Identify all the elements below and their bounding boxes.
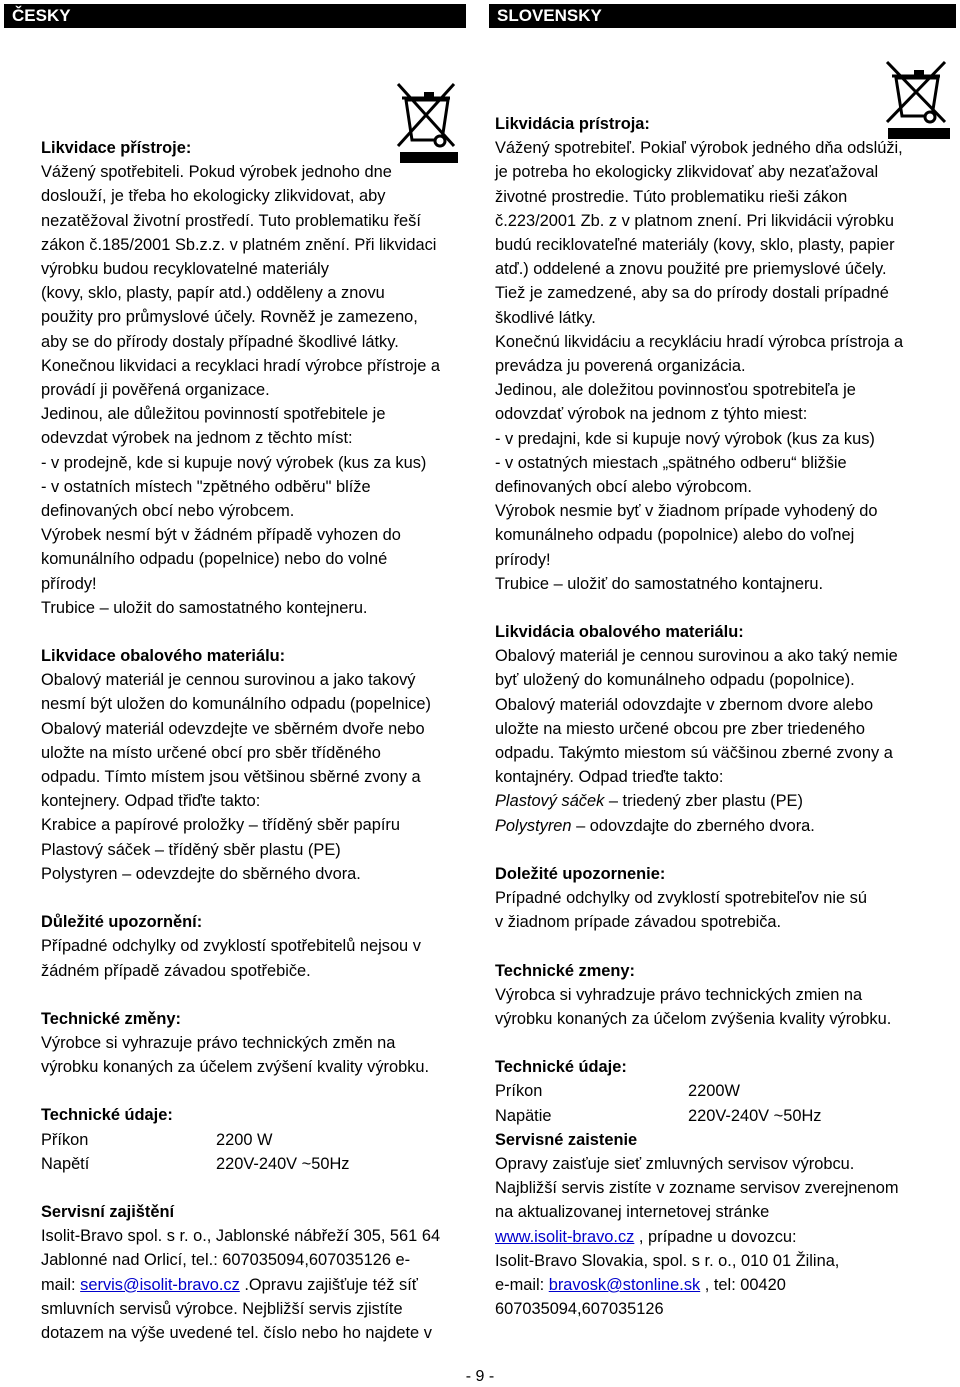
text-line: dotazem na výše uvedené tel. číslo nebo ho najdete v: [41, 1323, 432, 1342]
text-line: Obalový materiál odevzdejte ve sběrném dvoře nebo: [41, 719, 425, 738]
text-line: Isolit-Bravo Slovakia, spol. s r. o., 010 01 Žilina,: [495, 1251, 840, 1270]
spec-row: [495, 1104, 940, 1128]
text-line: [41, 1273, 471, 1297]
text-line: [495, 789, 940, 813]
text-line: Konečnú likvidáciu a recykláciu hradí výrobca prístroja a: [495, 332, 904, 351]
text-line: odpadu. Takýmto miestom sú väčšinou zberné zvony a: [495, 744, 893, 763]
sk-disposal-heading: Likvidácia prístroja:: [495, 115, 650, 133]
text-line: přírody!: [41, 574, 97, 593]
text-line: odovzdať výrobok na jednom z týhto miest:: [495, 405, 808, 424]
text-line: budú reciklovateľné materiály (kovy, sklo, plasty, papier: [495, 236, 895, 255]
text-line: - v ostatných miestach „spätného odberu“ bližšie: [495, 453, 847, 472]
text-line: Trubice – uložiť do samostatného kontajneru.: [495, 574, 824, 593]
sk-notice-heading: Doležité upozornenie:: [495, 864, 666, 883]
text-line: Najbližší servis zistíte v zozname servisov zverejnenom: [495, 1179, 899, 1198]
text-line: Vážený spotrebiteľ. Pokiaľ výrobok jedného dňa odslúži,: [495, 139, 903, 158]
text-line: - v ostatních místech "zpětného odběru" blíže: [41, 477, 371, 496]
service-website-link[interactable]: www.isolit-bravo.cz: [495, 1227, 635, 1246]
text-line: [495, 814, 940, 838]
importer-email-link[interactable]: bravosk@stonline.sk: [548, 1275, 701, 1294]
text-line: Obalový materiál je cennou surovinou a ako taký nemie: [495, 647, 898, 666]
text-line: Výrobce si vyhrazuje právo technických změn na: [41, 1033, 396, 1052]
text-line: je potreba ho ekologicky zlikvidovať aby nezaťažoval: [495, 163, 879, 182]
text-line: Vážený spotřebiteli. Pokud výrobek jednoho dne: [41, 163, 392, 182]
text-line: odpadu. Tímto místem jsou většinou sběrné zvony a: [41, 768, 421, 787]
text-line: aby se do přírody dostaly případné škodlivé látky.: [41, 332, 399, 351]
text-line: [495, 1225, 940, 1249]
sk-specs-heading: Technické údaje:: [495, 1058, 627, 1077]
text-line: prevádza ju poverená organizácia.: [495, 357, 746, 376]
text-line: škodlivé látky.: [495, 308, 596, 327]
cz-service-heading: Servisní zajištění: [41, 1202, 175, 1221]
text-line: komunálneho odpadu (popolnice) alebo do voľnej: [495, 526, 855, 545]
text-line: v žiadnom prípade závadou spotrebiča.: [495, 913, 782, 932]
text-line: Jablonné nad Orlicí, tel.: 607035094,607035126 e-: [41, 1251, 411, 1270]
text-line: výrobku budou recyklovatelné materiály: [41, 260, 329, 279]
sk-changes-heading: Technické zmeny:: [495, 961, 635, 980]
term-rest: – odovzdajte do zberného dvora.: [571, 816, 815, 835]
cz-changes-heading: Technické změny:: [41, 1009, 181, 1028]
text-line: Plastový sáček – tříděný sběr plastu (PE): [41, 840, 341, 859]
spec-value: 2200 W: [216, 1130, 273, 1149]
text-line: Výrobek nesmí být v žádném případě vyhozen do: [41, 526, 401, 545]
page-number: - 9 -: [465, 1368, 495, 1385]
spec-row: [41, 1128, 471, 1152]
text-line: Obalový materiál odovzdajte v zbernom dvore alebo: [495, 695, 874, 714]
service-email-link[interactable]: servis@isolit-bravo.cz: [80, 1275, 240, 1294]
text-line: odevzdat výrobek na jednom z těchto míst:: [41, 429, 353, 448]
text-line: doslouží, je třeba ho ekologicky zlikvidovat, aby: [41, 187, 386, 206]
text-line: definovaných obcí alebo výrobcom.: [495, 478, 752, 497]
text-line: Opravy zaisťuje sieť zmluvných servisov výrobcu.: [495, 1154, 855, 1173]
spec-row: [41, 1152, 471, 1176]
text-line: definovaných obcí nebo výrobcem.: [41, 502, 295, 521]
text-line: (kovy, sklo, plasty, papír atd.) odděleny a znovu: [41, 284, 385, 303]
text-line: Výrobca si vyhradzuje právo technických zmien na: [495, 985, 863, 1004]
lang-label-czech: ČESKY: [12, 6, 71, 25]
spec-label: Príkon: [495, 1082, 543, 1101]
cz-specs-heading: Technické údaje:: [41, 1106, 173, 1125]
sk-service-heading: Servisné zaistenie: [495, 1130, 638, 1149]
sk-disposal-text: [495, 136, 940, 596]
spec-value: 2200W: [688, 1082, 740, 1101]
text-line: uložte na místo určené obcí pro sběr tříděného: [41, 743, 381, 762]
sk-packaging-text: [495, 644, 940, 838]
text-line: uložte na miesto určené obcou pre zber triedeného: [495, 719, 865, 738]
text-line: výrobku konaných za účelom zvýšenia kvality výrobku.: [495, 1009, 892, 1028]
text-line: kontajnéry. Odpad trieďte takto:: [495, 768, 724, 787]
text-line: žádném případě závadou spotřebiče.: [41, 961, 311, 980]
text-line: Případné odchylky od zvyklostí spotřebitelů nejsou v: [41, 937, 421, 956]
text-line: Jedinou, ale doležitou povinnosťou spotrebiteľa je: [495, 381, 856, 400]
text-line: Obalový materiál je cennou surovinou a jako takový: [41, 671, 416, 690]
cz-disposal-heading: Likvidace přístroje:: [41, 139, 192, 157]
spec-label: Napätie: [495, 1106, 552, 1125]
cz-disposal-text: [41, 160, 471, 620]
cz-packaging-heading: Likvidace obalového materiálu:: [41, 647, 286, 666]
cz-notice-heading: Důležité upozornění:: [41, 913, 203, 932]
spec-value: 220V-240V ~50Hz: [688, 1106, 822, 1125]
text-line: Trubice – uložit do samostatného kontejneru.: [41, 598, 368, 617]
mail-prefix: e-mail:: [495, 1275, 549, 1294]
text-line: 607035094,607035126: [495, 1300, 664, 1319]
spec-label: Napětí: [41, 1154, 90, 1173]
text-line: Tiež je zamedzené, aby sa do prírody dostali prípadné: [495, 284, 889, 303]
spec-label: Příkon: [41, 1130, 89, 1149]
text-line: Isolit-Bravo spol. s r. o., Jablonské nábřeží 305, 561 64: [41, 1227, 441, 1246]
url-suffix: , prípadne u dovozcu:: [634, 1227, 797, 1246]
text-line: Krabice a papírové proložky – tříděný sběr papíru: [41, 816, 400, 835]
spec-row: [495, 1079, 940, 1103]
text-line: nezatěžoval životní prostředí. Tuto problematiku řeší: [41, 211, 421, 230]
text-line: Polystyren – odevzdejte do sběrného dvora.: [41, 864, 361, 883]
text-line: komunálního odpadu (popelnice) nebo do volné: [41, 550, 388, 569]
text-line: Výrobok nesmie byť v žiadnom prípade vyhodený do: [495, 502, 878, 521]
text-line: č.223/2001 Zb. z v platnom znení. Pri likvidácii výrobku: [495, 211, 895, 230]
text-line: kontejnery. Odpad třiďte takto:: [41, 792, 261, 811]
text-line: výrobku konaných za účelem zvýšení kvality výrobku.: [41, 1058, 430, 1077]
tel-suffix: , tel: 00420: [700, 1275, 786, 1294]
text-line: prírody!: [495, 550, 551, 569]
lang-bar-slovak: [489, 4, 956, 28]
text-line: zákon č.185/2001 Sb.z.z. v platném znění. Při likvidaci: [41, 235, 437, 254]
slovak-column: [495, 112, 940, 1321]
text-line: Konečnou likvidaci a recyklaci hradí výrobce přístroje a: [41, 356, 441, 375]
italic-term: Plastový sáček: [495, 792, 605, 811]
text-line: použity pro průmyslové účely. Rovněž je zamezeno,: [41, 308, 418, 327]
cz-packaging-text: [41, 668, 471, 886]
text-line: byť uložený do komunálneho odpadu (popolnice).: [495, 671, 855, 690]
text-line: Prípadné odchylky od zvyklostí spotrebiteľov nie sú: [495, 889, 867, 908]
text-line: Jedinou, ale důležitou povinností spotřebitele je: [41, 405, 386, 424]
text-line: smluvních servisů výrobce. Nejbližší servis zjistíte: [41, 1299, 403, 1318]
term-rest: – triedený zber plastu (PE): [604, 792, 803, 811]
czech-column: [41, 136, 471, 1345]
mail-prefix: mail:: [41, 1275, 81, 1294]
lang-bar-czech: [4, 4, 466, 28]
text-line: - v prodejně, kde si kupuje nový výrobek (kus za kus): [41, 453, 427, 472]
text-line: na aktualizovanej internetovej stránke: [495, 1203, 770, 1222]
text-line: nesmí být uložen do komunálního odpadu (popelnice): [41, 695, 431, 714]
sk-packaging-heading: Likvidácia obalového materiálu:: [495, 623, 744, 642]
text-line: [495, 1273, 940, 1297]
text-line: atď.) oddelené a znovu použité pre priemyslové účely.: [495, 260, 887, 279]
text-line: - v predajni, kde si kupuje nový výrobok (kus za kus): [495, 429, 875, 448]
spec-value: 220V-240V ~50Hz: [216, 1154, 350, 1173]
text-line: životné prostredie. Túto problematiku rieši zákon: [495, 187, 848, 206]
mail-suffix: .Opravu zajišťuje též síť: [239, 1275, 418, 1294]
text-line: provádí ji pověřená organizace.: [41, 381, 270, 400]
lang-label-slovak: SLOVENSKY: [497, 6, 602, 25]
italic-term: Polystyren: [495, 816, 572, 835]
